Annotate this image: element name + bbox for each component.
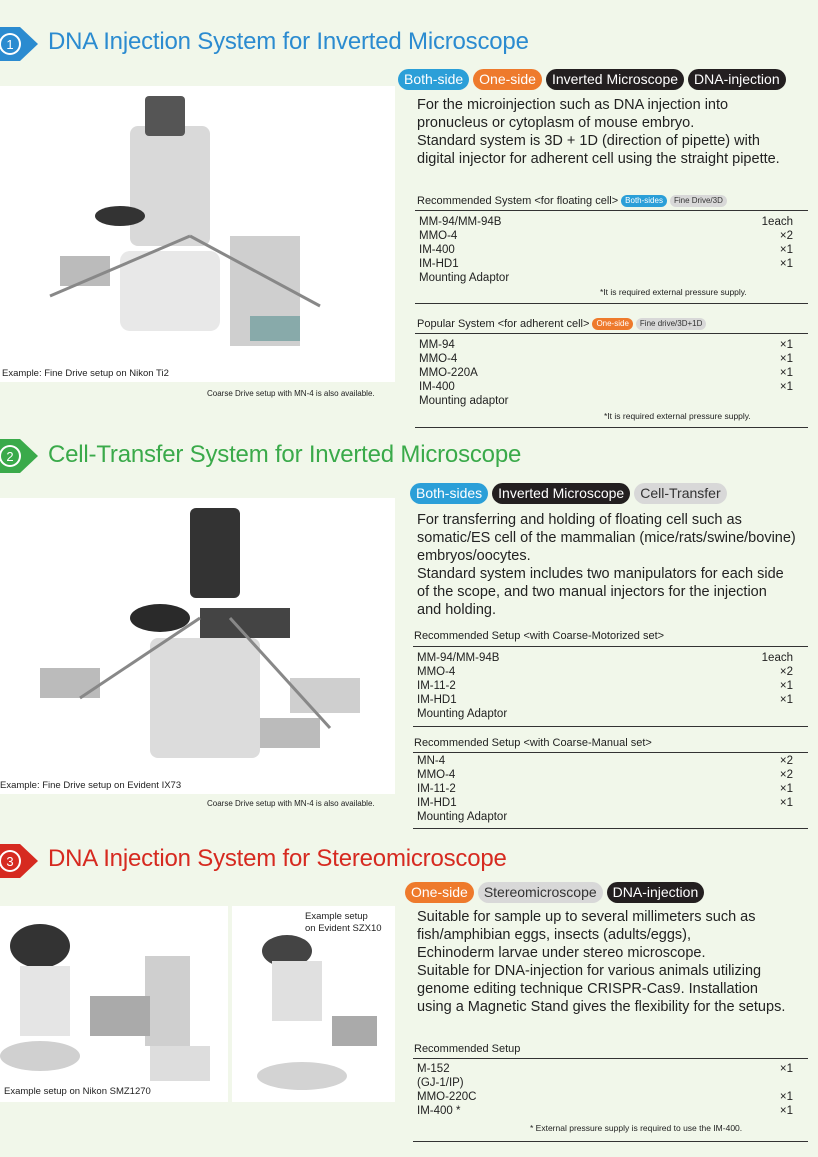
rule (413, 752, 808, 753)
list-item: MMO-4 ×1 (419, 353, 793, 365)
desc-line: and holding. (417, 602, 497, 618)
s1-system-a-heading (417, 195, 727, 207)
section-1-title: DNA Injection System for Inverted Microscope (48, 28, 529, 55)
s3-system-a-note: * External pressure supply is required to use the IM-400. (530, 1123, 743, 1133)
list-item: IM-HD1 ×1 (417, 694, 793, 706)
desc-line: of the scope, and two manual injectors for the injection (417, 584, 767, 600)
stereomicroscope-photo-1 (0, 906, 228, 1102)
photo-3-caption: Example setup on Nikon SMZ1270 (4, 1086, 151, 1097)
rule (415, 210, 808, 211)
section-3-description (417, 908, 817, 1016)
section-1-number-badge (0, 25, 30, 61)
s3-system-a-list (417, 1062, 793, 1118)
list-item: MM-94 ×1 (419, 339, 793, 351)
inverted-microscope-photo-1 (0, 86, 395, 382)
badge-fine-drive: Fine drive/3D+1D (636, 318, 706, 330)
svg-text:2: 2 (6, 449, 14, 464)
rule (415, 303, 808, 304)
rule (413, 828, 808, 829)
badge-one-side: One-side (592, 318, 632, 330)
list-item: Mounting Adaptor (417, 811, 508, 823)
photo-1-subcaption: Coarse Drive setup with MN-4 is also available. (207, 389, 375, 398)
system-heading-text: Recommended Setup (414, 1043, 521, 1055)
list-item: IM-HD1 ×1 (417, 797, 793, 809)
photo-1-caption: Example: Fine Drive setup on Nikon Ti2 (2, 368, 169, 379)
s3-system-a-heading (414, 1043, 520, 1055)
system-heading-text: Recommended Setup <with Coarse-Manual set> (414, 737, 652, 749)
tag-inverted-microscope: Inverted Microscope (492, 483, 630, 504)
tag-stereomicroscope: Stereomicroscope (478, 882, 603, 903)
list-item: MMO-220A ×1 (419, 367, 793, 379)
desc-line: Standard system is 3D + 1D (direction of pipette) with (417, 133, 760, 149)
rule (413, 646, 808, 647)
system-heading-text: Recommended Setup <with Coarse-Motorized set> (414, 630, 665, 642)
s2-system-a-heading (414, 630, 664, 642)
section-3-title: DNA Injection System for Stereomicroscope (48, 845, 507, 872)
rule (413, 726, 808, 727)
list-item: IM-11-2 ×1 (417, 680, 793, 692)
photo-4-caption (305, 911, 382, 935)
s1-system-b-heading (417, 318, 706, 330)
desc-line: fish/amphibian eggs, insects (adults/eggs), (417, 927, 692, 943)
desc-line: pronucleus or cytoplasm of mouse embryo. (417, 115, 695, 131)
section-1-tags (398, 69, 786, 90)
section-2-description (417, 511, 817, 619)
desc-line: Suitable for sample up to several millimeters such as (417, 909, 756, 925)
list-item: Mounting adaptor (419, 395, 509, 407)
s2-system-b-heading (414, 737, 652, 749)
desc-line: For the microinjection such as DNA injection into (417, 97, 729, 113)
s1-system-b-note: *It is required external pressure supply. (604, 411, 751, 421)
section-1-description (417, 96, 817, 168)
rule (413, 1058, 808, 1059)
list-item: M-152 ×1 (417, 1063, 793, 1075)
tag-cell-transfer: Cell-Transfer (634, 483, 726, 504)
inverted-microscope-photo-2 (0, 498, 395, 794)
desc-line: genome editing technique CRISPR-Cas9. Installation (417, 981, 758, 997)
tag-one-side: One-side (473, 69, 542, 90)
s2-system-a-list (417, 651, 793, 721)
list-item: MMO-220C ×1 (417, 1091, 793, 1103)
s1-system-a-list (419, 215, 793, 285)
rule (415, 333, 808, 334)
section-2-number-badge (0, 437, 30, 473)
list-item: MN-4 ×2 (417, 755, 793, 767)
svg-text:3: 3 (6, 854, 14, 869)
desc-line: using a Magnetic Stand gives the flexibility for the setups. (417, 999, 786, 1015)
desc-line: Echinoderm larvae under stereo microscope. (417, 945, 706, 961)
list-item: IM-HD1 ×1 (419, 258, 793, 270)
tag-dna-injection: DNA-injection (607, 882, 705, 903)
list-item: MMO-4 ×2 (417, 769, 793, 781)
photo-2-subcaption: Coarse Drive setup with MN-4 is also available. (207, 799, 375, 808)
caption-line: on Evident SZX10 (305, 923, 382, 934)
list-item: MMO-4 ×2 (419, 230, 793, 242)
tag-inverted-microscope: Inverted Microscope (546, 69, 684, 90)
list-item: IM-400 ×1 (419, 244, 793, 256)
rule (413, 1141, 808, 1142)
stereomicroscope-photo-2 (232, 906, 395, 1102)
list-item: IM-11-2 ×1 (417, 783, 793, 795)
section-2-title: Cell-Transfer System for Inverted Microscope (48, 441, 522, 468)
s1-system-b-list (419, 338, 793, 408)
desc-line: embryos/oocytes. (417, 548, 531, 564)
rule (415, 427, 808, 428)
desc-line: For transferring and holding of floating cell such as (417, 512, 742, 528)
system-heading-text: Popular System <for adherent cell> (417, 318, 590, 330)
tag-both-side: Both-side (398, 69, 469, 90)
svg-text:1: 1 (6, 37, 14, 52)
list-item: MM-94/MM-94B 1each (417, 652, 793, 664)
list-item: IM-400 * ×1 (417, 1105, 793, 1117)
desc-line: Standard system includes two manipulators for each side (417, 566, 784, 582)
tag-one-side: One-side (405, 882, 474, 903)
list-item: MM-94/MM-94B 1each (419, 216, 793, 228)
list-item: IM-400 ×1 (419, 381, 793, 393)
photo-2-caption: Example: Fine Drive setup on Evident IX73 (0, 780, 182, 791)
list-item: MMO-4 ×2 (417, 666, 793, 678)
desc-line: Suitable for DNA-injection for various animals utilizing (417, 963, 762, 979)
list-item: Mounting Adaptor (419, 272, 510, 284)
section-3-tags (405, 882, 704, 903)
list-item: Mounting Adaptor (417, 708, 508, 720)
desc-line: somatic/ES cell of the mammalian (mice/rats/swine/bovine) (417, 530, 796, 546)
section-3-number-badge (0, 842, 30, 878)
tag-both-sides: Both-sides (410, 483, 488, 504)
desc-line: digital injector for adherent cell using the straight pipette. (417, 151, 780, 167)
caption-line: Example setup (305, 911, 368, 922)
tag-dna-injection: DNA-injection (688, 69, 786, 90)
list-item: (GJ-1/IP) (417, 1077, 464, 1089)
badge-fine-drive: Fine Drive/3D (670, 195, 727, 207)
s2-system-b-list (417, 754, 793, 824)
s1-system-a-note: *It is required external pressure supply. (600, 287, 747, 297)
badge-both-sides: Both-sides (621, 195, 667, 207)
section-2-tags (410, 483, 727, 504)
system-heading-text: Recommended System <for floating cell> (417, 195, 619, 207)
